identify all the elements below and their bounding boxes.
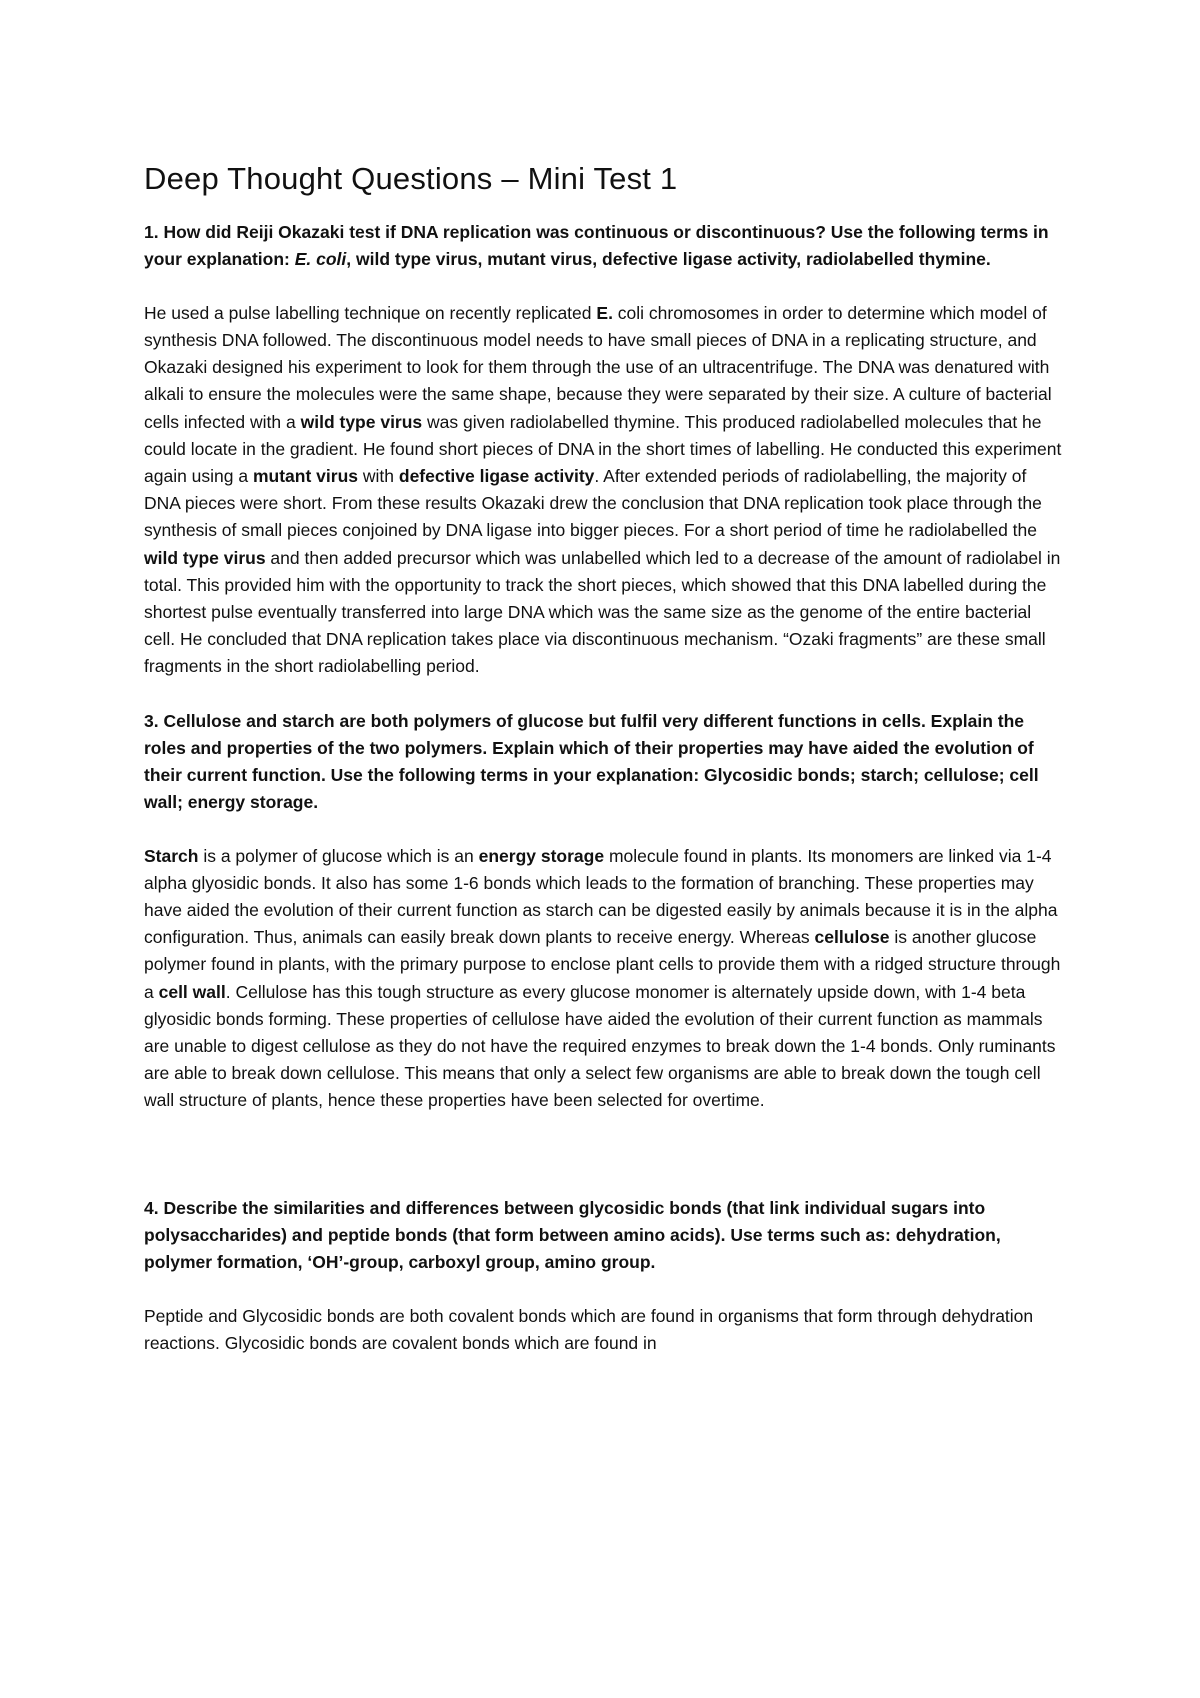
answer-3-term: Starch (144, 845, 199, 866)
answer-1-term: defective ligase activity (398, 465, 595, 486)
answer-1-text: was given radiolabelled thymine. This produced radiolabelled molecules that he could locate in the gradient. He found short pieces of DNA in the short times of labelling. He conducted this experiment again using a (144, 411, 1062, 486)
question-3: 3. Cellulose and starch are both polymers of glucose but fulfil very different functions in cells. Explain the roles and properties of the two polymers. Explain which of their properties may have aided the evolution of their current function. Use the following terms in your explanation: Glycosidic bonds; starch; cellulose; cell wall; energy storage. (144, 710, 1039, 812)
answer-1-term: mutant virus (252, 465, 359, 486)
answer-1 (144, 300, 1064, 681)
document-page (144, 160, 1064, 1384)
page-title: Deep Thought Questions – Mini Test 1 (144, 161, 678, 196)
answer-1-text: coli chromosomes in order to determine which model of synthesis DNA followed. The discontinuous model needs to have small pieces of DNA in a replicating structure, and Okazaki designed his experiment to look for them through the use of an ultracentrifuge. The DNA was denatured with alkali to ensure the molecules were the same shape, because they were separated by their size. A culture of bacterial cells infected with a (144, 302, 1052, 432)
answer-1-term: wild type virus (300, 411, 423, 432)
answer-3-text: . Cellulose has this tough structure as every glucose monomer is alternately upside down, with 1-4 beta glyosidic bonds forming. These properties of cellulose have aided the evolution of their current function as mammals are unable to digest cellulose as they do not have the required enzymes to break down the 1-4 bonds. Only ruminants are able to break down cellulose. This means that only a select few organisms are able to break down the tough cell wall structure of plants, hence these properties have been selected for overtime. (144, 981, 1056, 1111)
question-1-text-b: , wild type virus, mutant virus, defective ligase activity, radiolabelled thymine. (346, 248, 991, 269)
answer-1-text: . After extended periods of radiolabelling, the majority of DNA pieces were short. From these results Okazaki drew the conclusion that DNA replication took place through the synthesis of small pieces conjoined by DNA ligase into bigger pieces. For a short period of time he radiolabelled the (144, 465, 1042, 541)
answer-1-term: wild type virus (144, 547, 266, 568)
answer-1-text: and then added precursor which was unlabelled which led to a decrease of the amount of radiolabel in total. This provided him with the opportunity to track the short pieces, which showed that this DNA labelled during the shortest pulse eventually transferred into large DNA which was the same size as the genome of the entire bacterial cell. He concluded that DNA replication takes place via discontinuous mechanism. “Ozaki fragments” are these small fragments in the short radiolabelling period. (144, 547, 1061, 677)
answer-1-text: He used a pulse labelling technique on recently replicated (144, 302, 597, 323)
answer-3-term: energy storage (478, 845, 605, 866)
answer-3 (144, 843, 1064, 1115)
answer-3-text: is a polymer of glucose which is an (198, 845, 479, 866)
question-1-ecoli: E. coli (294, 248, 347, 269)
answer-3-term: cellulose (814, 927, 890, 948)
question-1-text-a: 1. How did Reiji Okazaki test if DNA replication was continuous or discontinuous? Use the following terms in your explanation: (144, 221, 1049, 269)
answer-1-text: with (358, 465, 399, 486)
answer-3-text: is another glucose polymer found in plants, with the primary purpose to enclose plant cells to provide them with a ridged structure through a (144, 927, 1061, 1002)
question-1 (144, 219, 1064, 273)
answer-3-term: cell wall (158, 981, 226, 1002)
answer-4: Peptide and Glycosidic bonds are both covalent bonds which are found in organisms that form through dehydration reactions. Glycosidic bonds are covalent bonds which are found in (144, 1305, 1034, 1353)
answer-1-term: E. (596, 302, 613, 323)
question-4: 4. Describe the similarities and differences between glycosidic bonds (that link individual sugars into polysaccharides) and peptide bonds (that form between amino acids). Use terms such as: dehydration, polymer formation, ‘OH’-group, carboxyl group, amino group. (144, 1197, 1001, 1272)
answer-3-text: molecule found in plants. Its monomers are linked via 1-4 alpha glyosidic bonds. It also has some 1-6 bonds which leads to the formation of branching. These properties may have aided the evolution of their current function as starch can be digested easily by animals because it is in the alpha configuration. Thus, animals can easily break down plants to receive energy. Whereas (144, 845, 1058, 948)
